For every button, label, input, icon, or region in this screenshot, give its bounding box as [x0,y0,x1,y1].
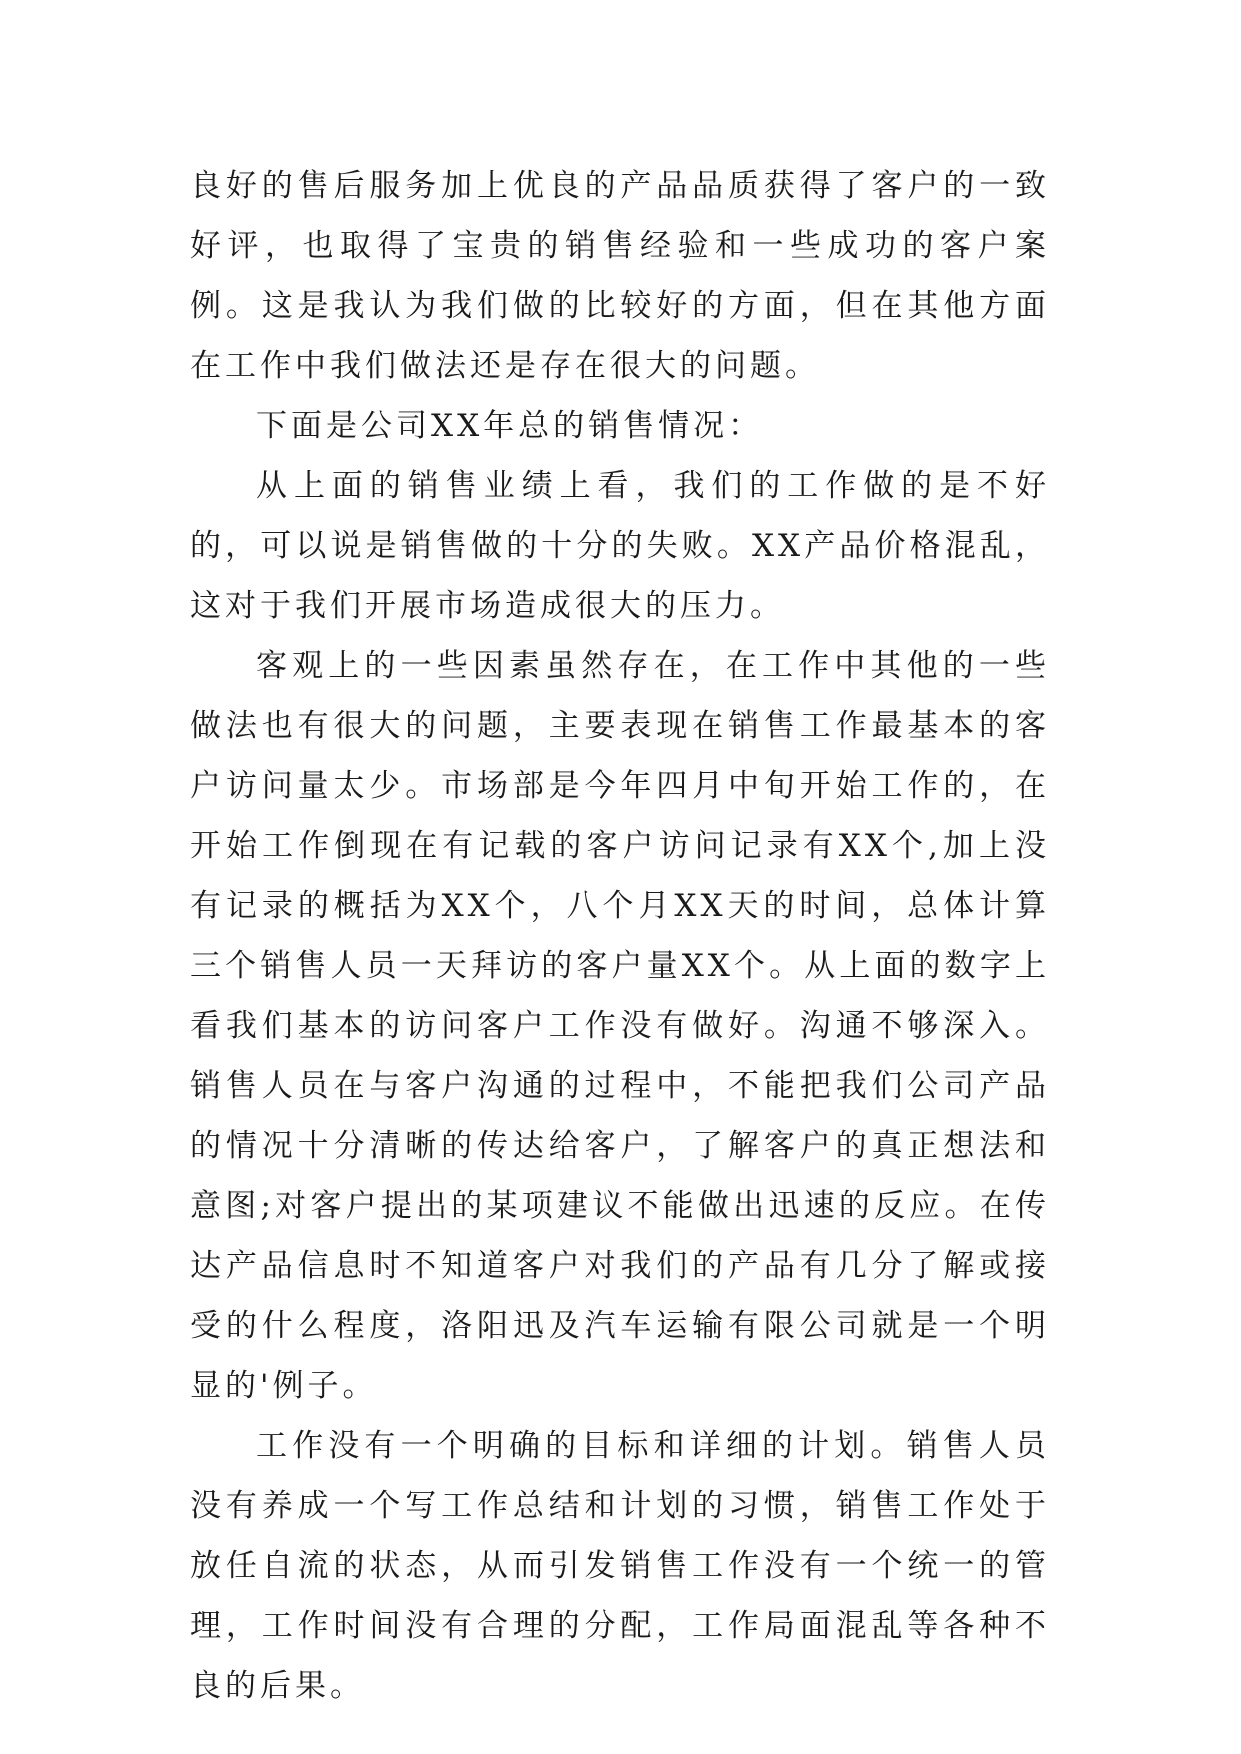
paragraph-continued: 良好的售后服务加上优良的产品品质获得了客户的一致好评，也取得了宝贵的销售经验和一些成功的客户案例。这是我认为我们做的比较好的方面，但在其他方面在工作中我们做法还是存在很大的问题。 [190,168,1050,384]
paragraph-sales-performance: 从上面的销售业绩上看，我们的工作做的是不好的，可以说是销售做的十分的失败。XX产品价格混乱，这对于我们开展市场造成很大的压力。 [190,468,1050,624]
document-body [190,156,1050,1716]
paragraph-customer-visits: 客观上的一些因素虽然存在，在工作中其他的一些做法也有很大的问题，主要表现在销售工作最基本的客户访问量太少。市场部是今年四月中旬开始工作的，在开始工作倒现在有记载的客户访问记录有XX个,加上没有记录的概括为XX个，八个月XX天的时间，总体计算三个销售人员一天拜访的客户量XX个。从上面的数字上看我们基本的访问客户工作没有做好。沟通不够深入。销售人员在与客户沟通的过程中，不能把我们公司产品的情况十分清晰的传达给客户，了解客户的真正想法和意图;对客户提出的某项建议不能做出迅速的反应。在传达产品信息时不知道客户对我们的产品有几分了解或接受的什么程度，洛阳迅及汽车运输有限公司就是一个明显的'例子。 [190,648,1050,1404]
paragraph-work-plan: 工作没有一个明确的目标和详细的计划。销售人员没有养成一个写工作总结和计划的习惯，销售工作处于放任自流的状态，从而引发销售工作没有一个统一的管理，工作时间没有合理的分配，工作局面混乱等各种不良的后果。 [190,1428,1050,1704]
paragraph-sales-intro: 下面是公司XX年总的销售情况： [256,408,764,444]
